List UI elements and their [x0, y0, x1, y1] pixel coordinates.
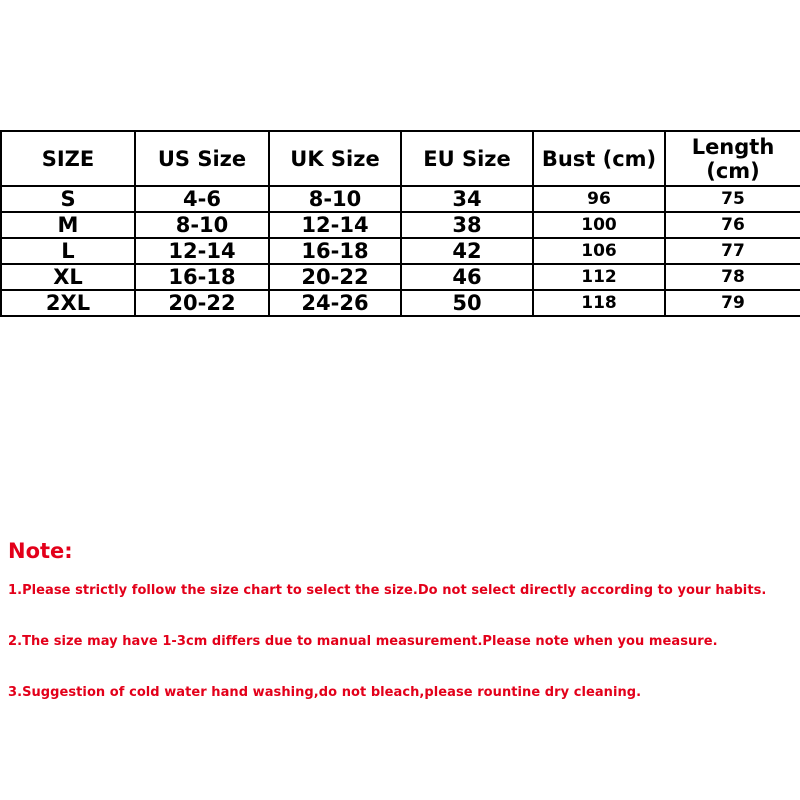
- cell-uk-size: 16-18: [269, 238, 401, 264]
- header-length: Length (cm): [665, 131, 800, 186]
- table-row: [1, 238, 800, 264]
- cell-size: L: [1, 238, 135, 264]
- cell-length: 75: [665, 186, 800, 212]
- table-row: [1, 186, 800, 212]
- cell-length: 76: [665, 212, 800, 238]
- cell-size: XL: [1, 264, 135, 290]
- cell-us-size: 8-10: [135, 212, 269, 238]
- cell-eu-size: 38: [401, 212, 533, 238]
- cell-length: 79: [665, 290, 800, 316]
- cell-size: S: [1, 186, 135, 212]
- cell-bust: 100: [533, 212, 665, 238]
- cell-size: 2XL: [1, 290, 135, 316]
- header-us-size: US Size: [135, 131, 269, 186]
- table-row: [1, 264, 800, 290]
- note-line-2: 2.The size may have 1-3cm differs due to manual measurement.Please note when you measure.: [8, 634, 718, 649]
- cell-size: M: [1, 212, 135, 238]
- cell-uk-size: 20-22: [269, 264, 401, 290]
- cell-uk-size: 24-26: [269, 290, 401, 316]
- note-line-3: 3.Suggestion of cold water hand washing,do not bleach,please rountine dry cleaning.: [8, 685, 642, 700]
- note-line-1: 1.Please strictly follow the size chart to select the size.Do not select directly according to your habits.: [8, 583, 767, 598]
- cell-length: 77: [665, 238, 800, 264]
- table-row: [1, 290, 800, 316]
- cell-us-size: 20-22: [135, 290, 269, 316]
- header-bust: Bust (cm): [533, 131, 665, 186]
- table-header-row: [1, 131, 800, 186]
- cell-eu-size: 34: [401, 186, 533, 212]
- cell-eu-size: 46: [401, 264, 533, 290]
- cell-bust: 106: [533, 238, 665, 264]
- note-title: Note:: [8, 539, 73, 563]
- header-uk-size: UK Size: [269, 131, 401, 186]
- header-eu-size: EU Size: [401, 131, 533, 186]
- cell-eu-size: 42: [401, 238, 533, 264]
- note-section: [8, 537, 798, 735]
- cell-bust: 96: [533, 186, 665, 212]
- cell-us-size: 12-14: [135, 238, 269, 264]
- cell-length: 78: [665, 264, 800, 290]
- cell-bust: 112: [533, 264, 665, 290]
- cell-bust: 118: [533, 290, 665, 316]
- cell-uk-size: 12-14: [269, 212, 401, 238]
- cell-us-size: 4-6: [135, 186, 269, 212]
- header-size: SIZE: [1, 131, 135, 186]
- cell-uk-size: 8-10: [269, 186, 401, 212]
- table-row: [1, 212, 800, 238]
- cell-eu-size: 50: [401, 290, 533, 316]
- cell-us-size: 16-18: [135, 264, 269, 290]
- size-chart-table: [0, 130, 800, 317]
